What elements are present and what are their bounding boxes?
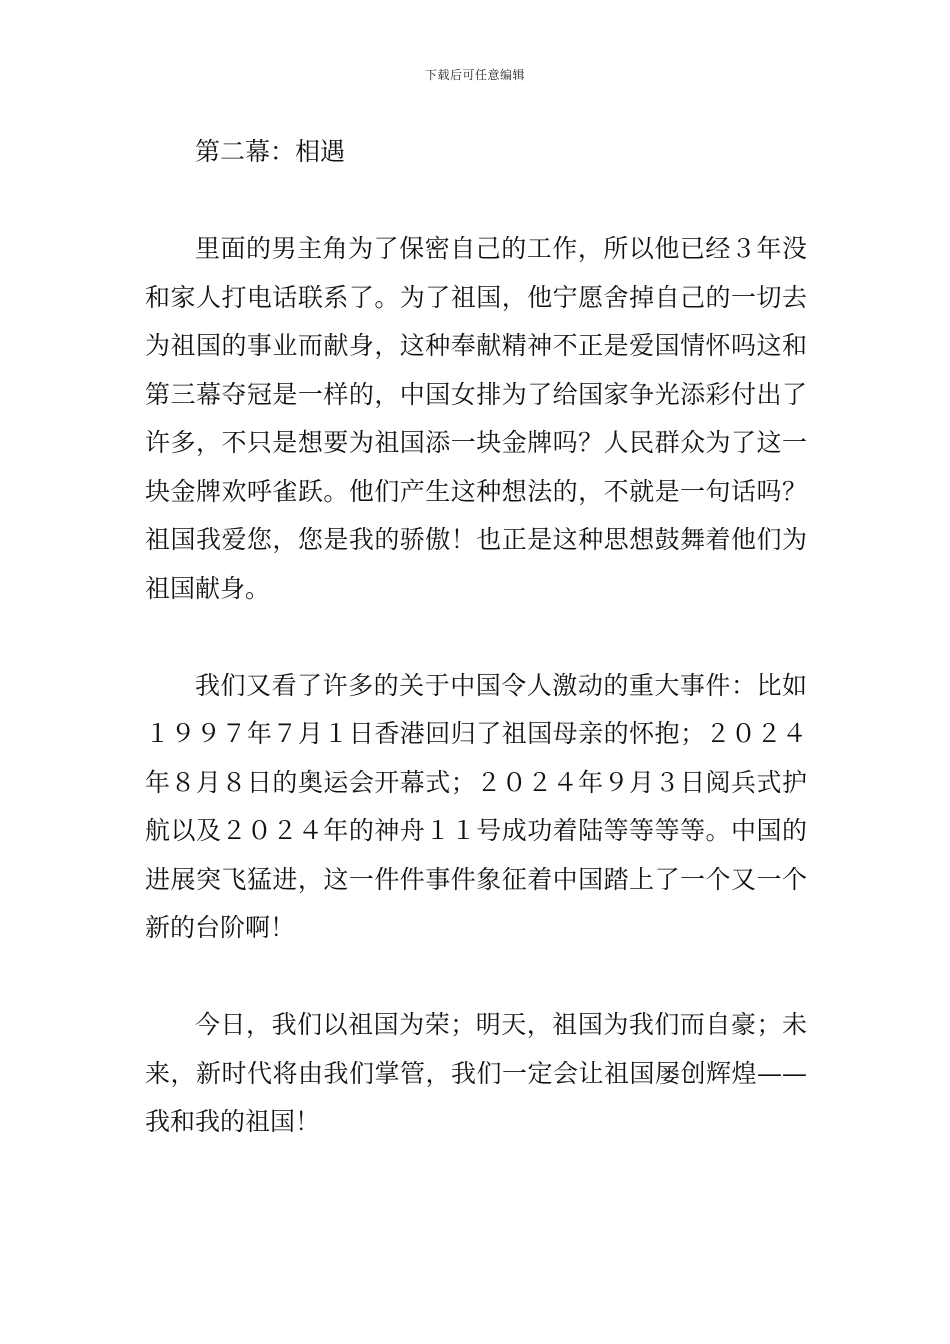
paragraph-2: 我们又看了许多的关于中国令人激动的重大事件：比如１９９７年７月１日香港回归了祖国母亲的怀抱；２０２４年８月８日的奥运会开幕式；２０２４年９月３日阅兵式护航以及２０２４年的神舟１１号成功着陆等等等等。中国的进展突飞猛进，这一件件事件象征着中国踏上了一个又一个新的台阶啊！	[145, 670, 807, 942]
document-body	[145, 128, 807, 1147]
paragraph-1: 里面的男主角为了保密自己的工作，所以他已经３年没和家人打电话联系了。为了祖国，他宁愿舍掉自己的一切去为祖国的事业而献身，这种奉献精神不正是爱国情怀吗这和第三幕夺冠是一样的，中国女排为了给国家争光添彩付出了许多，不只是想要为祖国添一块金牌吗？人民群众为了这一块金牌欢呼雀跃。他们产生这种想法的，不就是一句话吗？祖国我爱您，您是我的骄傲！也正是这种思想鼓舞着他们为祖国献身。	[145, 234, 807, 603]
page-header-note: 下载后可任意编辑	[424, 68, 525, 82]
paragraph-spacer	[145, 613, 807, 662]
paragraph-3: 今日，我们以祖国为荣；明天，祖国为我们而自豪；未来，新时代将由我们掌管，我们一定会让祖国屡创辉煌——我和我的祖国！	[145, 1010, 807, 1136]
section-title: 第二幕：相遇	[195, 137, 346, 166]
paragraph-spacer	[145, 953, 807, 1002]
